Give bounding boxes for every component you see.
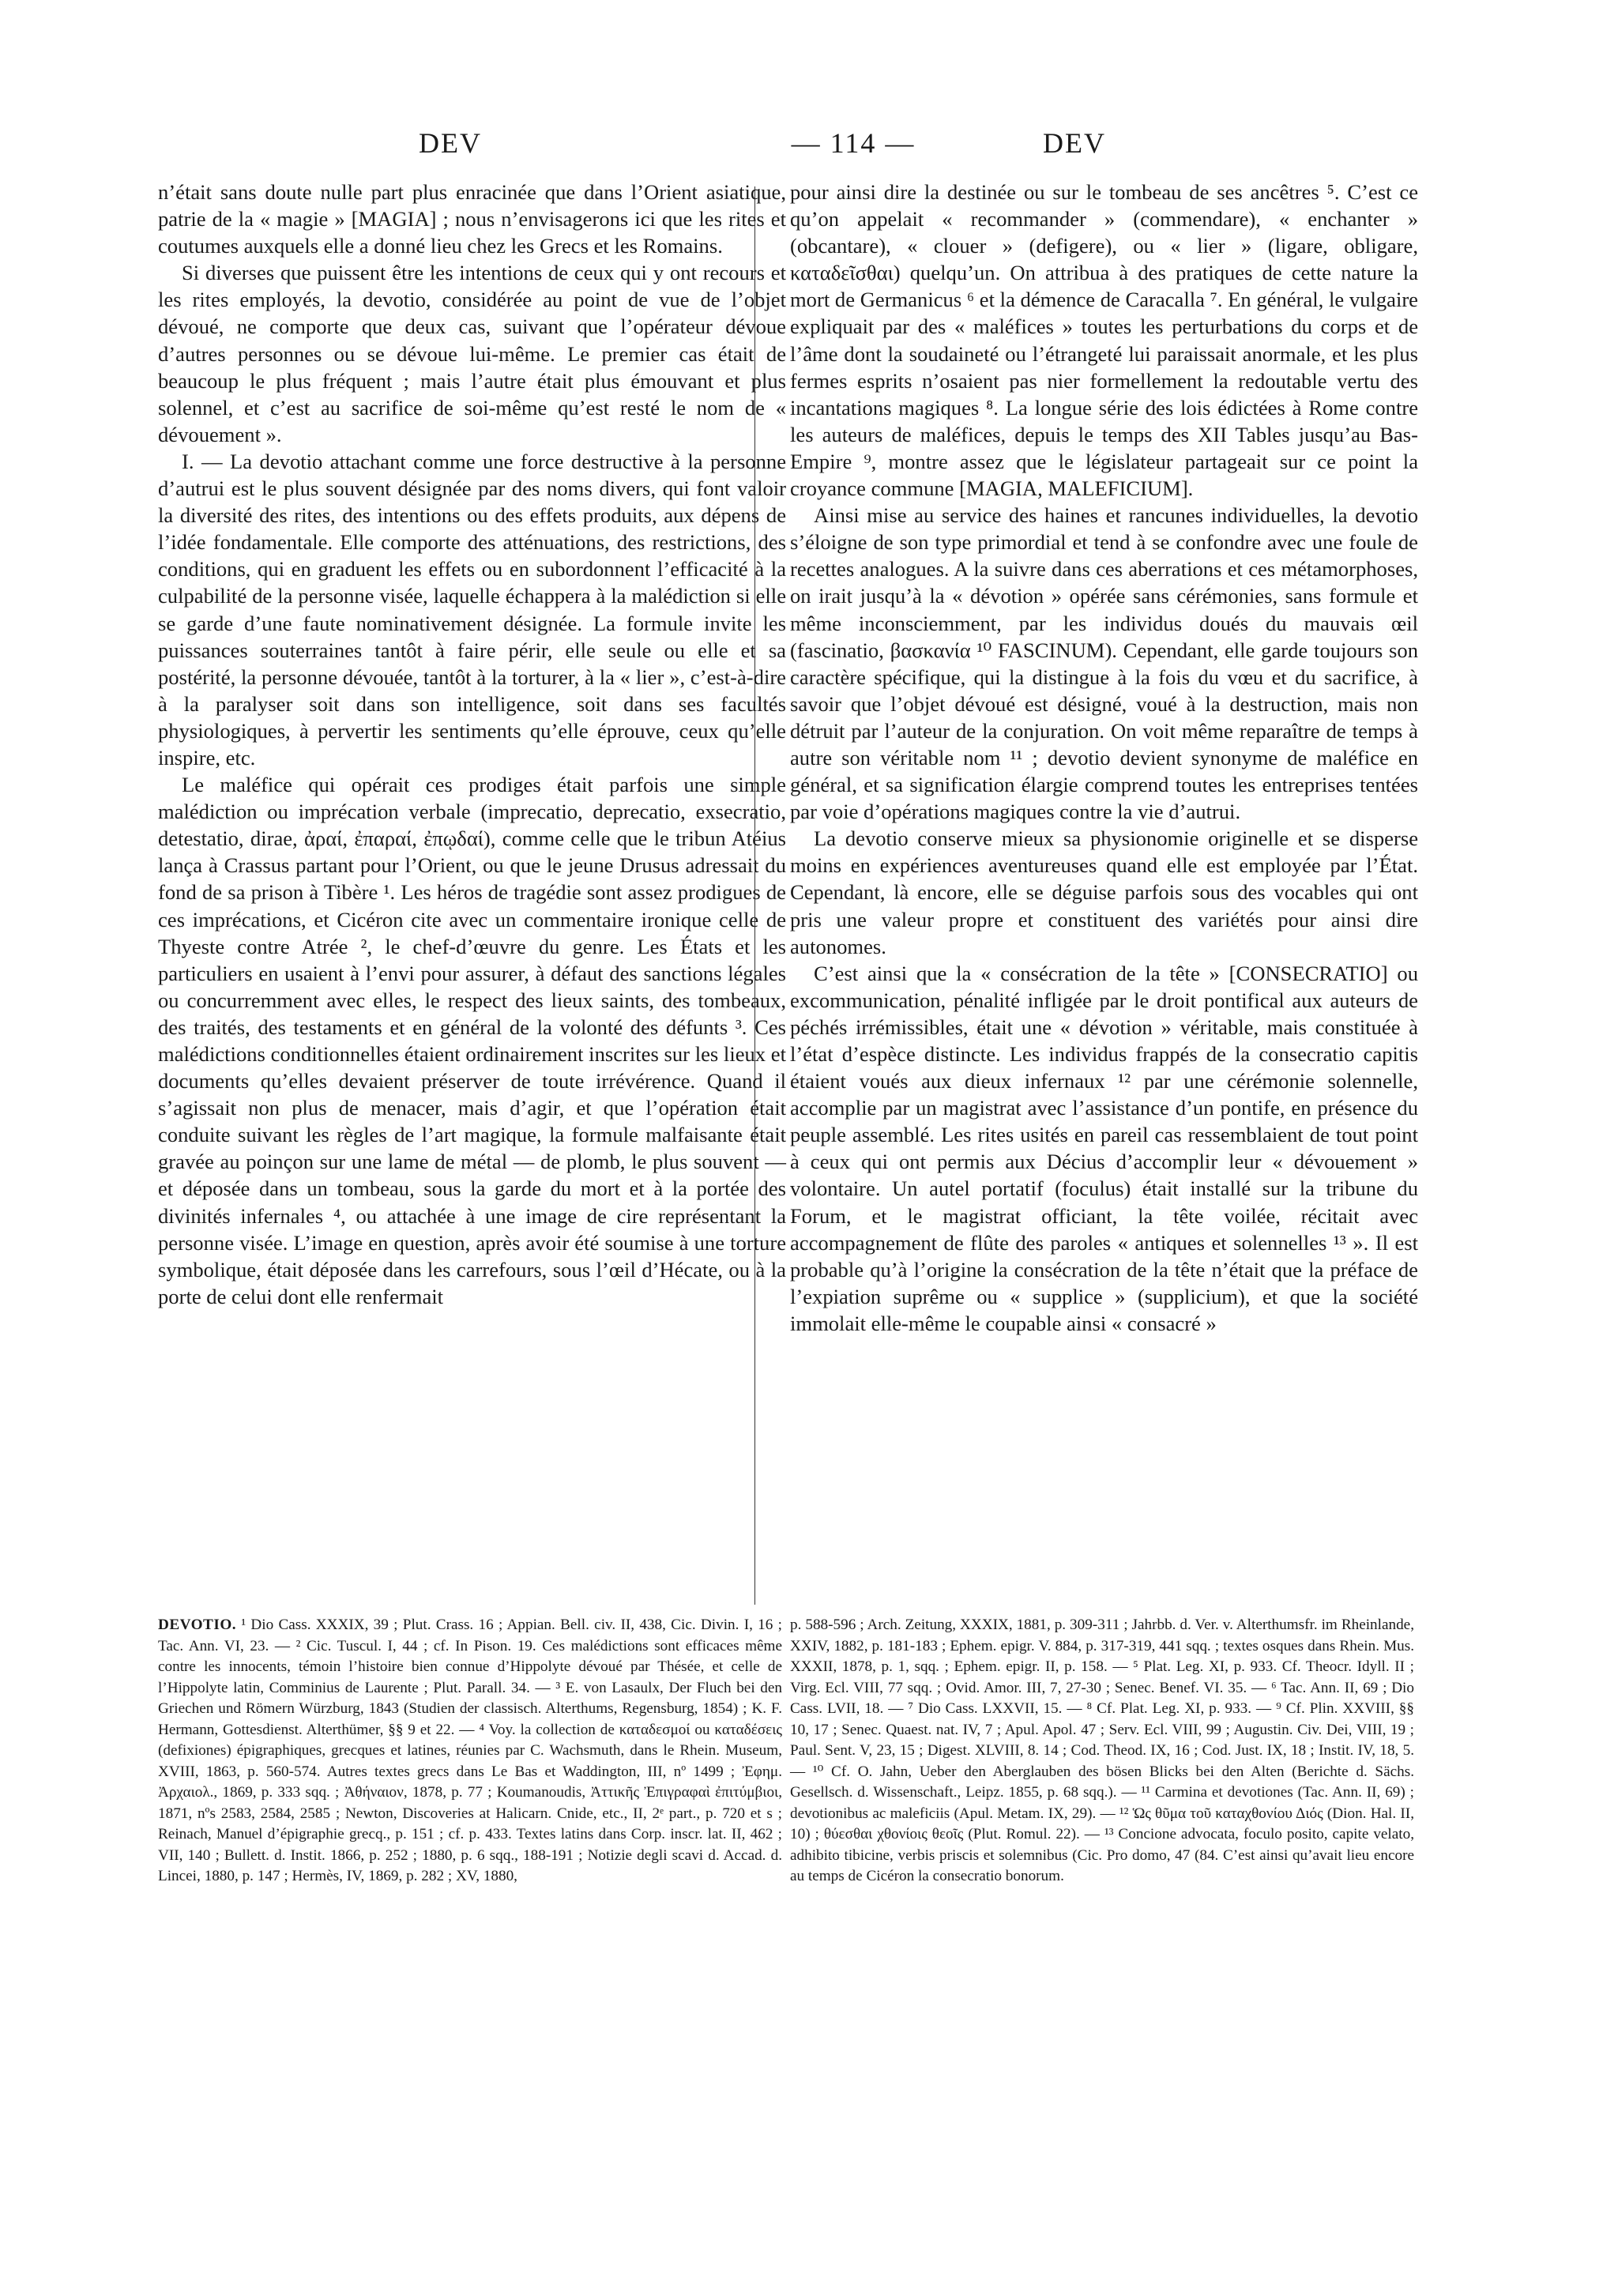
paragraph: n’était sans doute nulle part plus enracinée que dans l’Orient asiatique, patrie de la « magie » [MAGIA] ; nous n’envisagerons ici que les rites et coutumes auxquels elle a donné lieu chez les Grecs et les Romains.: [158, 180, 786, 258]
footnote-lead: DEVOTIO.: [158, 1617, 237, 1633]
footnotes-left: [158, 1615, 782, 1888]
paragraph: Ainsi mise au service des haines et rancunes individuelles, la devotio s’éloigne de son type primordial et tend à se confondre avec une foule de recettes analogues. A la suivre dans ces aberrations et ces métamorphoses, on irait jusqu’à la « dévotion » opérée sans cérémonies, sans formule et même inconsciemment, par les individus doués du mauvais œil (fascinatio, βασκανία ¹⁰ FASCINUM). Cependant, elle garde toujours son caractère spécifique, qui la distingue à la fois du vœu et du sacrifice, à savoir que l’objet dévoué est désigné, voué à la destruction, mais non détruit par l’auteur de la conjuration. On voit même reparaître de temps à autre son véritable nom ¹¹ ; devotio devient synonyme de maléfice en général, et sa signification élargie comprend toutes les entreprises tentées par voie d’opérations magiques contre la vie d’autrui.: [790, 503, 1418, 824]
paragraph: pour ainsi dire la destinée ou sur le tombeau de ses ancêtres ⁵. C’est ce qu’on appelait « recommander » (commendare), « enchanter » (obcantare), « clouer » (defigere), ou « lier » (ligare, obligare, καταδεῖσθαι) quelqu’un. On attribua à des pratiques de cette nature la mort de Germanicus ⁶ et la démence de Caracalla ⁷. En général, le vulgaire expliquait par des « maléfices » toutes les perturbations du corps et de l’âme dont la soudaineté ou l’étrangeté lui paraissait anormale, et les plus fermes esprits n’osaient pas nier formellement la redoutable vertu des incantations magiques ⁸. La longue série des lois édictées à Rome contre les auteurs de maléfices, depuis le temps des XII Tables jusqu’au Bas-Empire ⁹, montre assez que le législateur partageait sur ce point la croyance commune [MAGIA, MALEFICIUM].: [790, 180, 1418, 501]
footnotes-right: [790, 1615, 1414, 1888]
paragraph: I. — La devotio attachant comme une force destructive à la personne d’autrui est le plus souvent désignée par des noms divers, qui font valoir la diversité des rites, des intentions ou des effets produits, aux dépens de l’idée fondamentale. Elle comporte des atténuations, des restrictions, des conditions, qui en graduent les effets ou en subordonnent l’efficacité à la culpabilité de la personne visée, laquelle échappera à la malédiction si elle se garde d’une faute nominativement désignée. La formule invite les puissances souterraines tantôt à faire périr, elle seule ou elle et sa postérité, la personne dévouée, tantôt à la torturer, à la « lier », c’est-à-dire à la paralyser soit dans son intelligence, soit dans ses facultés physiologiques, à pervertir les sentiments qu’elle éprouve, ceux qu’elle inspire, etc.: [158, 449, 786, 770]
paragraph: Le maléfice qui opérait ces prodiges était parfois une simple malédiction ou imprécation verbale (imprecatio, deprecatio, exsecratio, detestatio, dirae, ἀραί, ἐπαραί, ἐπῳδαί), comme celle que le tribun Atéius lança à Crassus partant pour l’Orient, ou que le jeune Drusus adressait du fond de sa prison à Tibère ¹. Les héros de tragédie sont assez prodigues de ces imprécations, et Cicéron cite avec un commentaire ironique celle de Thyeste contre Atrée ², le chef-d’œuvre du genre. Les États et les particuliers en usaient à l’envi pour assurer, à défaut des sanctions légales ou concurremment avec elles, le respect des lieux saints, des tombeaux, des traités, des testaments et en général de la volonté des défunts ³. Ces malédictions conditionnelles étaient ordinairement inscrites sur les lieux et documents qu’elles devaient préserver de toute irrévérence. Quand il s’agissait non plus de menacer, mais d’agir, et que l’opération était conduite suivant les règles de l’art magique, la formule malfaisante était gravée au poinçon sur une lame de métal — de plomb, le plus souvent — et déposée dans un tombeau, sous la garde du mort et à la portée des divinités infernales ⁴, ou attachée à une image de cire représentant la personne visée. L’image en question, après avoir été soumise à une torture symbolique, était déposée dans les carrefours, sous l’œil d’Hécate, ou à la porte de celui dont elle renfermait: [158, 773, 786, 1308]
header-right-keyword: DEV: [1043, 127, 1106, 159]
paragraph: Si diverses que puissent être les intentions de ceux qui y ont recours et les rites employés, la devotio, considérée au point de vue de l’objet dévoué, ne comporte que deux cas, suivant que l’opérateur dévoue d’autres personnes ou se dévoue lui-même. Le premier cas était de beaucoup le plus fréquent ; mais l’autre était plus émouvant et plus solennel, et c’est au sacrifice de soi-même qu’est resté le nom de « dévouement ».: [158, 261, 786, 446]
running-header: [158, 126, 1469, 174]
footnote-text: ¹ Dio Cass. XXXIX, 39 ; Plut. Crass. 16 ; Appian. Bell. civ. II, 438, Cic. Divin. I, 16 ; Tac. Ann. VI, 23. — ² Cic. Tuscul. I, 44 ; cf. In Pison. 19. Ces malédictions sont efficaces même contre les innocents, témoin l’histoire bien connue d’Hippolyte dévoué par Thésée, et celle de l’Hippolyte latin, Comminius de Laurente ; Plut. Parall. 34. — ³ E. von Lasaulx, Der Fluch bei den Griechen und Römern Würzburg, 1843 (Studien der classisch. Alterthums, Regensburg, 1854) ; K. F. Hermann, Gottesdienst. Alterthümer, §§ 9 et 22. — ⁴ Voy. la collection de καταδεσμοί ou καταδέσεις (defixiones) épigraphiques, grecques et latines, réunies par C. Wachsmuth, dans le Rhein. Museum, XVIII, 1863, p. 560-574. Autres textes grecs dans Le Bas et Waddington, III, nº 1499 ; Ἐφημ. Ἀρχαιολ., 1869, p. 333 sqq. ; Ἀθήναιον, 1878, p. 77 ; Koumanoudis, Ἀττικῆς Ἐπιγραφαὶ ἐπιτύμβιοι, 1871, nºs 2583, 2584, 2585 ; Newton, Discoveries at Halicarn. Cnide, etc., II, 2ᵉ part., p. 720 et s ; Reinach, Manuel d’épigraphie grecq., p. 151 ; cf. p. 433. Textes latins dans Corp. inscr. lat. II, 462 ; VII, 140 ; Bullett. d. Instit. 1866, p. 252 ; 1880, p. 6 sqq., 188-191 ; Notizie degli scavi d. Accad. d. Lincei, 1880, p. 147 ; Hermès, IV, 1869, p. 282 ; XV, 1880,: [158, 1617, 782, 1884]
column-divider: [754, 186, 755, 1605]
right-text-column: [790, 179, 1418, 1337]
page-number: — 114 —: [791, 127, 916, 159]
left-text-column: [158, 179, 786, 1310]
footnote-block: [158, 1615, 782, 1888]
footnote-text: p. 588-596 ; Arch. Zeitung, XXXIX, 1881, p. 309-311 ; Jahrbb. d. Ver. v. Alterthumsfr. im Rheinlande, XXIV, 1882, p. 181-183 ; Ephem. epigr. V. 884, p. 317-319, 441 sqq. ; textes osques dans Rhein. Mus. XXXII, 1878, p. 1, sqq. ; Ephem. epigr. II, p. 158. — ⁵ Plat. Leg. XI, p. 933. Cf. Theocr. Idyll. II ; Virg. Ecl. VIII, 77 sqq. ; Ovid. Amor. III, 7, 27-30 ; Senec. Benef. VI. 35. — ⁶ Tac. Ann. II, 69 ; Dio Cass. LVII, 18. — ⁷ Dio Cass. LXXVII, 15. — ⁸ Cf. Plat. Leg. XI, p. 933. — ⁹ Cf. Plin. XXVIII, §§ 10, 17 ; Senec. Quaest. nat. IV, 7 ; Apul. Apol. 47 ; Serv. Ecl. VIII, 99 ; Augustin. Civ. Dei, VIII, 19 ; Paul. Sent. V, 23, 15 ; Digest. XLVIII, 8. 14 ; Cod. Theod. IX, 16 ; Cod. Just. IX, 18 ; Instit. IV, 18, 5. — ¹⁰ Cf. O. Jahn, Ueber den Aberglauben des bösen Blicks bei den Alten (Berichte d. Sächs. Gesellsch. d. Wissenschaft., Leipz. 1855, p. 68 sqq.). — ¹¹ Carmina et devotiones (Tac. Ann. II, 69) ; devotionibus ac maleficiis (Apul. Metam. IX, 29). — ¹² Ὡς θῦμα τοῦ καταχθονίου Διός (Dion. Hal. II, 10) ; θύεσθαι χθονίοις θεοῖς (Plut. Romul. 22). — ¹³ Concione advocata, foculo posito, capite velato, adhibito tibicine, verbis priscis et solemnibus (Cic. Pro domo, 47 (84. C’est ainsi qu’avait lieu encore au temps de Cicéron la consecratio bonorum.: [790, 1617, 1414, 1884]
paragraph: La devotio conserve mieux sa physionomie originelle et se disperse moins en expériences aventureuses quand elle est employée par l’État. Cependant, là encore, elle se déguise parfois sous des vocables qui ont pris une valeur propre et constituent des variétés pour ainsi dire autonomes.: [790, 826, 1418, 958]
paragraph: C’est ainsi que la « consécration de la tête » [CONSECRATIO] ou excommunication, pénalité infligée par le droit pontifical aux auteurs de péchés irrémissibles, était une « dévotion » véritable, mais constituée à l’état d’espèce distincte. Les individus frappés de la consecratio capitis étaient voués aux dieux infernaux ¹² par une cérémonie solennelle, accomplie par un magistrat avec l’assistance d’un pontife, en présence du peuple assemblé. Les rites usités en pareil cas ressemblaient de tout point à ceux qui ont permis aux Décius d’accomplir leur « dévouement » volontaire. Un autel portatif (foculus) était installé sur la tribune du Forum, et le magistrat officiant, la tête voilée, récitait avec accompagnement de flûte des paroles « antiques et solennelles ¹³ ». Il est probable qu’à l’origine la consécration de la tête n’était que la préface de l’expiation suprême ou « supplice » (supplicium), et que la société immolait elle-même le coupable ainsi « consacré »: [790, 961, 1418, 1335]
header-left-keyword: DEV: [419, 127, 482, 159]
